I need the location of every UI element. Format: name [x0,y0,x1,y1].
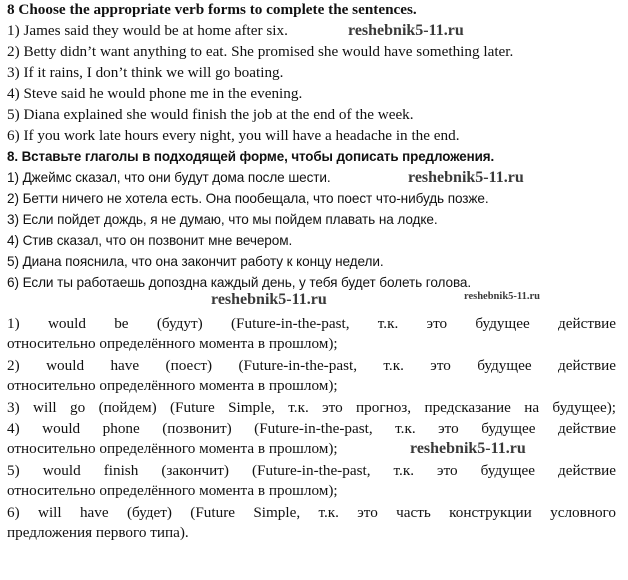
russian-sentence-2: 2) Бетти ничего не хотела есть. Она пообещала, что поест что-нибудь позже. [7,191,489,206]
answer-6-line-2: предложения первого типа). [7,524,189,541]
answer-3-line-1: 3) will go (пойдем) (Future Simple, т.к. это прогноз, предсказание на будущее); [7,399,616,416]
answer-4-line-2: относительно определённого момента в прошлом); [7,440,338,457]
russian-sentence-4: 4) Стив сказал, что он позвонит мне вечером. [7,233,293,248]
answer-6-line-1: 6) will have (будет) (Future Simple, т.к. это часть конструкции условного [7,504,616,521]
answer-2-line-1: 2) would have (поест) (Future-in-the-past, т.к. это будущее действие [7,357,616,374]
answer-2-line-2: относительно определённого момента в прошлом); [7,377,338,394]
english-heading: 8 Choose the appropriate verb forms to complete the sentences. [7,1,417,18]
english-sentence-4: 4) Steve said he would phone me in the evening. [7,85,303,102]
answer-1-line-2: относительно определённого момента в прошлом); [7,335,338,352]
watermark-1: reshebnik5-11.ru [348,22,464,39]
answer-1-line-1: 1) would be (будут) (Future-in-the-past, т.к. это будущее действие [7,315,616,332]
answer-5-line-2: относительно определённого момента в прошлом); [7,482,338,499]
russian-sentence-1: 1) Джеймс сказал, что они будут дома после шести. [7,170,331,185]
watermark-3: reshebnik5-11.ru [211,291,327,308]
watermark-4: reshebnik5-11.ru [410,440,526,457]
russian-sentence-5: 5) Диана пояснила, что она закончит работу к концу недели. [7,254,384,269]
watermark-2: reshebnik5-11.ru [408,169,524,186]
english-sentence-2: 2) Betty didn’t want anything to eat. She promised she would have something later. [7,43,514,60]
watermark-small: reshebnik5-11.ru [464,291,540,302]
russian-heading: 8. Вставьте глаголы в подходящей форме, чтобы дописать предложения. [7,149,495,164]
answer-4-line-1: 4) would phone (позвонит) (Future-in-the-past, т.к. это будущее действие [7,420,616,437]
english-sentence-3: 3) If it rains, I don’t think we will go boating. [7,64,284,81]
russian-sentence-6: 6) Если ты работаешь допоздна каждый день, у тебя будет болеть голова. [7,275,472,290]
english-sentence-1: 1) James said they would be at home after six. [7,22,288,39]
english-sentence-5: 5) Diana explained she would finish the job at the end of the week. [7,106,414,123]
answer-5-line-1: 5) would finish (закончит) (Future-in-the-past, т.к. это будущее действие [7,462,616,479]
english-sentence-6: 6) If you work late hours every night, you will have a headache in the end. [7,127,460,144]
russian-sentence-3: 3) Если пойдет дождь, я не думаю, что мы пойдем плавать на лодке. [7,212,438,227]
